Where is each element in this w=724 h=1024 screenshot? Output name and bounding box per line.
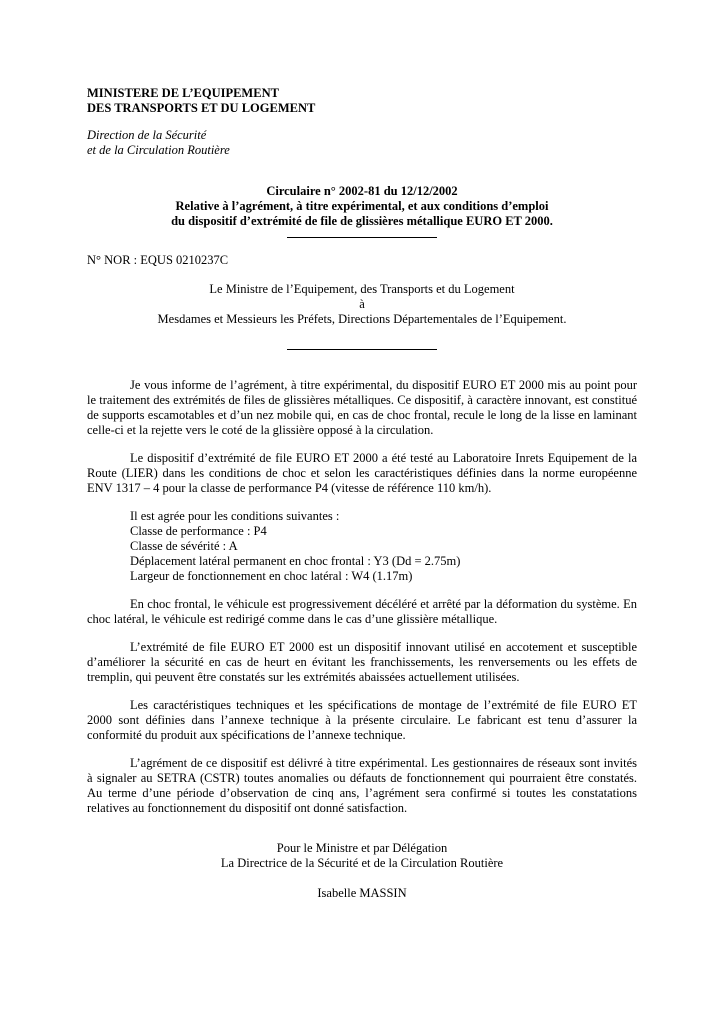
addressee-line-3: Mesdames et Messieurs les Préfets, Directions Départementales de l’Equipement. xyxy=(157,312,567,326)
condition-item: Classe de performance : P4 xyxy=(130,524,267,538)
paragraph-3: En choc frontal, le véhicule est progressivement décéléré et arrêté par la déformation du système. En choc latéral, le véhicule est redirigé comme dans le cas d’une glissière métallique. xyxy=(87,597,637,626)
direction-line-2: et de la Circulation Routière xyxy=(87,143,230,157)
addressee-line-1: Le Ministre de l’Equipement, des Transports et du Logement xyxy=(209,282,515,296)
addressee-block xyxy=(87,282,637,327)
title-line-2: Relative à l’agrément, à titre expérimental, et aux conditions d’emploi xyxy=(175,199,549,213)
paragraph-6: L’agrément de ce dispositif est délivré à titre expérimental. Les gestionnaires de réseaux sont invités à signaler au SETRA (CSTR) toutes anomalies ou défauts de fonctionnement qui pourraient être constatés. Au terme d’une période d’observation de cinq ans, l’agrément sera confirmé si toutes les constatations relatives au fonctionnement du dispositif ont donné satisfaction. xyxy=(87,756,637,815)
paragraph-1: Je vous informe de l’agrément, à titre expérimental, du dispositif EURO ET 2000 mis au point pour le traitement des extrémités de files de glissières métalliques. Ce dispositif, à caractère innovant, est constitué de supports escamotables et d’un nez mobile qui, en cas de choc frontal, recule le long de la lisse en laminant celle-ci et la rejette vers le coté de la glissière opposé à la circulation. xyxy=(87,378,637,437)
condition-item: Largeur de fonctionnement en choc latéral : W4 (1.17m) xyxy=(130,569,413,583)
direction-line-1: Direction de la Sécurité xyxy=(87,128,207,142)
conditions-intro: Il est agrée pour les conditions suivantes : xyxy=(130,509,340,523)
title-divider xyxy=(287,237,437,238)
condition-item: Classe de sévérité : A xyxy=(130,539,238,553)
circular-body xyxy=(87,378,637,829)
signatory-name: Isabelle MASSIN xyxy=(317,886,407,900)
title-line-3: du dispositif d’extrémité de file de glissières métallique EURO ET 2000. xyxy=(171,214,553,228)
conditions-list xyxy=(87,509,637,584)
ministry-header xyxy=(87,86,315,116)
signature-line-1: Pour le Ministre et par Délégation xyxy=(276,841,448,855)
addressee-divider xyxy=(287,349,437,350)
signature-line-2: La Directrice de la Sécurité et de la Circulation Routière xyxy=(220,856,504,870)
nor-reference: N° NOR : EQUS 0210237C xyxy=(87,253,229,267)
ministry-line-1: MINISTERE DE L’EQUIPEMENT xyxy=(87,86,279,100)
condition-item: Déplacement latéral permanent en choc frontal : Y3 (Dd = 2.75m) xyxy=(130,554,461,568)
title-line-1: Circulaire n° 2002-81 du 12/12/2002 xyxy=(266,184,458,198)
signature-block xyxy=(87,841,637,901)
paragraph-4: L’extrémité de file EURO ET 2000 est un dispositif innovant utilisé en accotement et susceptible d’améliorer la sécurité en cas de heurt en évitant les franchissements, les renversements ou les effets de tremplin, qui peuvent être constatés sur les extrémités abaissées actuellement utilisées. xyxy=(87,640,637,684)
paragraph-2: Le dispositif d’extrémité de file EURO ET 2000 a été testé au Laboratoire Inrets Equipement de la Route (LIER) dans les conditions de choc et selon les caractéristiques définies dans la norme européenne ENV 1317 – 4 pour la classe de performance P4 (vitesse de référence 110 km/h). xyxy=(87,451,637,495)
paragraph-5: Les caractéristiques techniques et les spécifications de montage de l’extrémité de file EURO ET 2000 sont définies dans l’annexe technique à la présente circulaire. Le fabricant est tenu d’assurer la conformité du produit aux spécifications de l’annexe technique. xyxy=(87,698,637,742)
addressee-line-2: à xyxy=(359,297,365,311)
circular-title xyxy=(87,184,637,229)
ministry-line-2: DES TRANSPORTS ET DU LOGEMENT xyxy=(87,101,316,115)
direction-header xyxy=(87,128,230,158)
